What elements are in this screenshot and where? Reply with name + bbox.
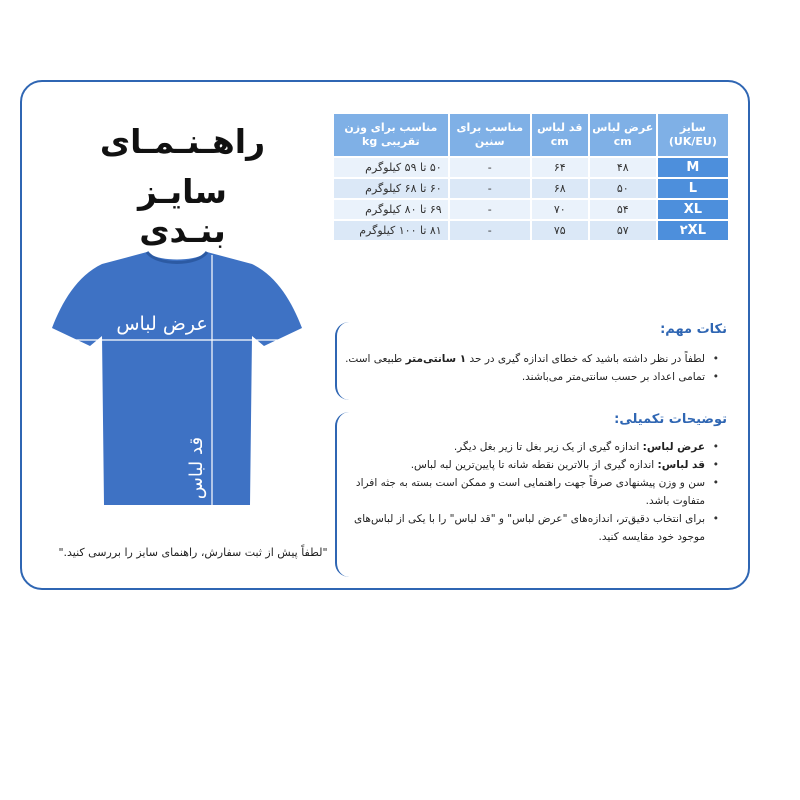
cell-width: ۴۸: [590, 158, 656, 177]
table-row: [334, 158, 728, 177]
cell-weight: ۵۰ تا ۵۹ کیلوگرم: [334, 158, 448, 177]
cell-size: M: [658, 158, 728, 177]
cell-width: ۵۴: [590, 200, 656, 219]
extra2-bold: قد لباس:: [657, 459, 705, 471]
notes-list: [335, 350, 727, 386]
cell-age: -: [450, 200, 530, 219]
list-item: [335, 456, 705, 474]
extra2-text: اندازه گیری از بالاترین نقطه شانه تا پایین‌ترین لبه لباس.: [410, 459, 658, 471]
extra1-bold: عرض لباس:: [642, 441, 705, 453]
page-title-line1: راهـنـمـای: [99, 122, 266, 161]
header-width: عرض لباس cm: [590, 114, 656, 156]
header-length: قد لباس cm: [532, 114, 588, 156]
cell-width: ۵۰: [590, 179, 656, 198]
length-label: قد لباس: [186, 436, 207, 500]
cell-age: -: [450, 158, 530, 177]
table-header-row: [334, 114, 728, 156]
cell-size: L: [658, 179, 728, 198]
extra-title: توضیحات تکمیلی:: [614, 412, 727, 427]
list-item: [335, 474, 705, 510]
header-size: سایز (UK/EU): [658, 114, 728, 156]
caption: "لطفاً پیش از ثبت سفارش، راهنمای سایز را بررسی کنید.": [58, 546, 328, 559]
extra3-text: سن و وزن پیشنهادی صرفاً جهت راهنمایی است و ممکن است بسته به جثه افراد متفاوت باشد.: [355, 477, 705, 507]
cell-size: XL: [658, 200, 728, 219]
cell-width: ۵۷: [590, 221, 656, 240]
note1-tail: طبیعی است.: [345, 353, 406, 365]
cell-length: ۶۴: [532, 158, 588, 177]
cell-weight: ۸۱ تا ۱۰۰ کیلوگرم: [334, 221, 448, 240]
cell-age: -: [450, 179, 530, 198]
note1-text: لطفاً در نظر داشته باشید که خطای اندازه گیری در حد: [466, 353, 705, 365]
cell-weight: ۶۹ تا ۸۰ کیلوگرم: [334, 200, 448, 219]
list-item: [335, 438, 705, 456]
extra1-text: اندازه گیری از یک زیر بغل تا زیر بغل دیگر.: [453, 441, 643, 453]
list-item: [335, 350, 705, 368]
list-item: [335, 368, 705, 386]
notes-title: نکات مهم:: [660, 322, 727, 337]
width-label: عرض لباس: [116, 313, 208, 335]
extra-list: [335, 438, 727, 546]
note2-text: تمامی اعداد بر حسب سانتی‌متر می‌باشند.: [521, 371, 705, 383]
table-row: [334, 221, 728, 240]
additional-notes: [335, 412, 727, 577]
cell-age: -: [450, 221, 530, 240]
header-weight: مناسب برای وزن تقریبی kg: [334, 114, 448, 156]
tshirt-illustration: [52, 250, 302, 510]
note1-bold: ۱ سانتی‌متر: [405, 353, 467, 365]
cell-size: ۲XL: [658, 221, 728, 240]
table-row: [334, 200, 728, 219]
extra4-text: برای انتخاب دقیق‌تر، اندازه‌های "عرض لباس" و "قد لباس" را با یکی از لباس‌های موجود خود مقایسه کنید.: [354, 513, 705, 543]
cell-length: ۷۰: [532, 200, 588, 219]
header-age: مناسب برای سنین: [450, 114, 530, 156]
important-notes: [335, 322, 727, 400]
page-title-line2: سایـز بنـدی: [137, 172, 228, 250]
cell-length: ۶۸: [532, 179, 588, 198]
size-table: [332, 112, 730, 242]
tshirt-icon: [52, 252, 302, 505]
table-row: [334, 179, 728, 198]
list-item: [335, 510, 705, 546]
cell-weight: ۶۰ تا ۶۸ کیلوگرم: [334, 179, 448, 198]
cell-length: ۷۵: [532, 221, 588, 240]
